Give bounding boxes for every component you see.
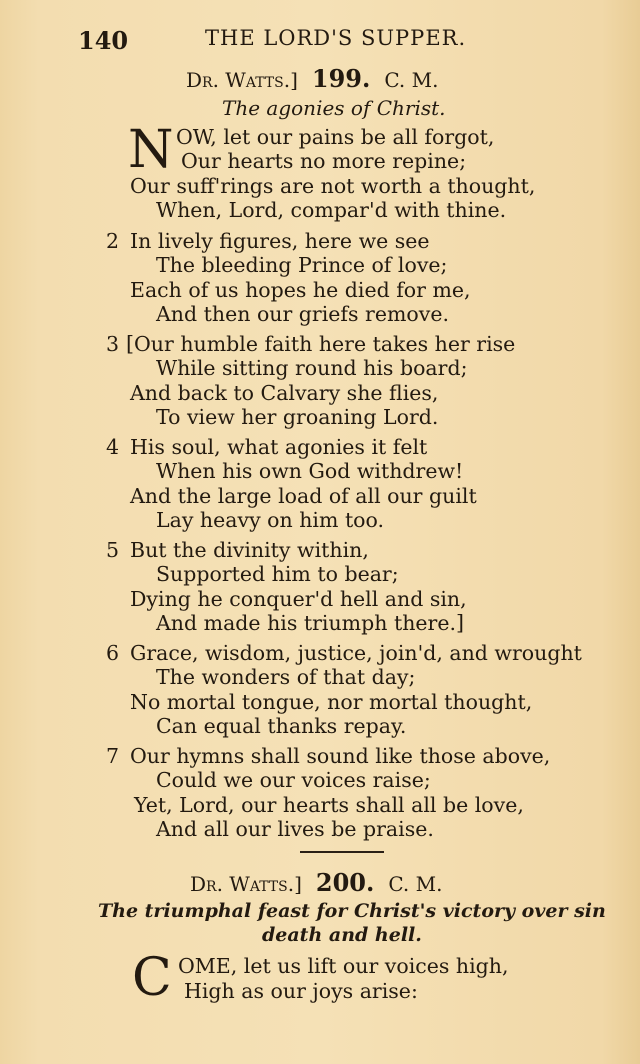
verse-line: To view her groaning Lord. (156, 405, 439, 429)
verse-line: Lay heavy on him too. (156, 508, 385, 532)
hymn-meter: C. M. (388, 872, 443, 896)
verse-line: Our hearts no more repine; (181, 149, 467, 173)
hymn-number: 199. (311, 64, 371, 93)
verse-line: No mortal tongue, nor mortal thought, (130, 690, 533, 714)
hymn-200-title-line2: death and hell. (262, 924, 422, 946)
verse-line: When, Lord, compar'd with thine. (156, 198, 507, 222)
verse-line: Our suff'rings are not worth a thought, (130, 174, 536, 198)
hymn-author: Dr. Watts.] (186, 68, 298, 92)
verse-line: Grace, wisdom, justice, join'd, and wrought (130, 641, 582, 665)
page-number: 140 (78, 26, 129, 55)
verse-line: Our hymns shall sound like those above, (130, 744, 551, 768)
verse-number: 2 (106, 229, 120, 253)
verse-line: [Our humble faith here takes her rise (126, 332, 516, 356)
hymn-200-heading (190, 868, 442, 897)
verse-line: Supported him to bear; (156, 562, 399, 586)
verse-line: And then our griefs remove. (156, 302, 449, 326)
verse-line: And made his triumph there.] (156, 611, 464, 635)
verse-number: 6 (106, 641, 120, 665)
verse-line: In lively figures, here we see (130, 229, 430, 253)
drop-cap: N (128, 120, 174, 180)
verse-line: High as our joys arise: (184, 979, 418, 1003)
verse-line: Can equal thanks repay. (156, 714, 407, 738)
hymn-199-heading (186, 64, 438, 93)
verse-line: OW, let our pains be all forgot, (176, 125, 495, 149)
verse-line: And all our lives be praise. (156, 817, 434, 841)
verse-number: 3 (106, 332, 120, 356)
verse-line: Yet, Lord, our hearts shall all be love, (134, 793, 524, 817)
verse-number: 5 (106, 538, 120, 562)
hymn-author: Dr. Watts.] (190, 872, 302, 896)
verse-line: Dying he conquer'd hell and sin, (130, 587, 467, 611)
verse-number: 4 (106, 435, 120, 459)
running-title: THE LORD'S SUPPER. (205, 26, 467, 50)
verse-line: OME, let us lift our voices high, (178, 954, 509, 978)
verse-line: And the large load of all our guilt (130, 484, 477, 508)
verse-number: 7 (106, 744, 120, 768)
hymn-200-title-line1: The triumphal feast for Christ's victory over sin (98, 900, 606, 922)
verse-line: While sitting round his board; (156, 356, 468, 380)
verse-line: But the divinity within, (130, 538, 369, 562)
verse-line: The wonders of that day; (156, 665, 416, 689)
verse-line: His soul, what agonies it felt (130, 435, 428, 459)
verse-line: Could we our voices raise; (156, 768, 431, 792)
hymn-number: 200. (315, 868, 375, 897)
hymn-meter: C. M. (384, 68, 439, 92)
verse-line: Each of us hopes he died for me, (130, 278, 471, 302)
section-divider (300, 851, 384, 853)
verse-line: And back to Calvary she flies, (130, 381, 439, 405)
verse-line: When his own God withdrew! (156, 459, 464, 483)
drop-cap: C (132, 948, 172, 1008)
verse-line: The bleeding Prince of love; (156, 253, 448, 277)
hymn-199-title: The agonies of Christ. (222, 96, 446, 120)
